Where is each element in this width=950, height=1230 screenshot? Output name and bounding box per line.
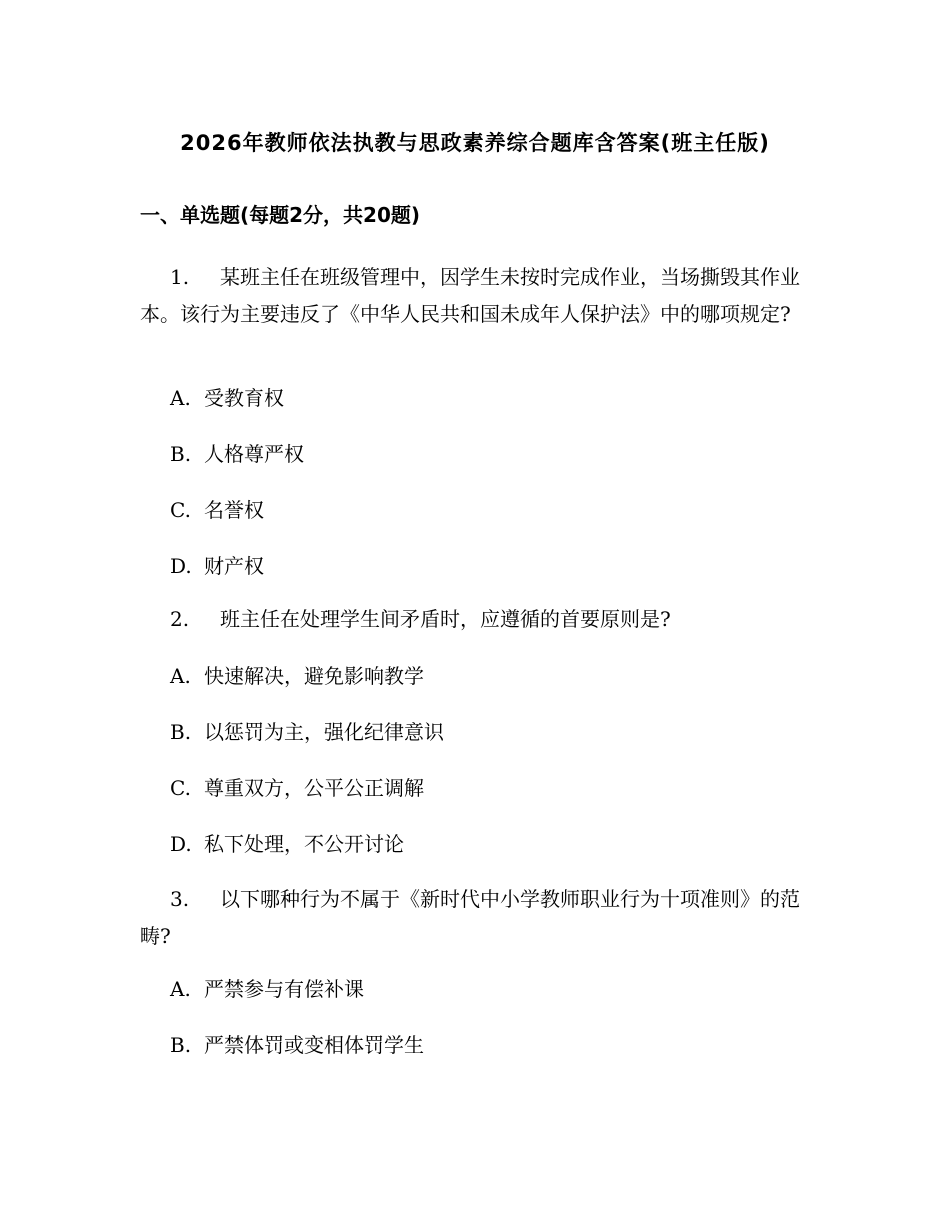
option-text: 快速解决，避免影响教学 <box>204 664 424 688</box>
option-text: 严禁参与有偿补课 <box>204 977 364 1001</box>
option-text: 以惩罚为主，强化纪律意识 <box>204 720 444 744</box>
option-letter: C. <box>170 776 191 800</box>
option-letter: B. <box>170 720 192 744</box>
question-text: 以下哪种行为不属于《新时代中小学教师职业行为十项准则》的范畴? <box>140 887 800 948</box>
option-letter: B. <box>170 1033 192 1057</box>
option-text: 名誉权 <box>204 498 264 522</box>
question-2-option-b <box>170 717 444 747</box>
question-3-option-a <box>170 974 364 1004</box>
option-text: 受教育权 <box>204 386 284 410</box>
question-2-option-a <box>170 661 424 691</box>
option-text: 严禁体罚或变相体罚学生 <box>204 1033 424 1057</box>
question-text: 某班主任在班级管理中，因学生未按时完成作业，当场撕毁其作业本。该行为主要违反了《中华人民共和国未成年人保护法》中的哪项规定? <box>140 265 800 326</box>
option-letter: B. <box>170 442 192 466</box>
option-letter: A. <box>170 386 191 410</box>
document-title: 2026年教师依法执教与思政素养综合题库含答案(班主任版) <box>180 131 770 155</box>
option-text: 尊重双方，公平公正调解 <box>204 776 424 800</box>
question-1-option-d <box>170 551 264 581</box>
section-heading: 一、单选题(每题2分，共20题) <box>140 203 421 227</box>
question-1 <box>140 259 820 333</box>
question-2 <box>140 601 820 638</box>
option-letter: D. <box>170 832 192 856</box>
question-text: 班主任在处理学生间矛盾时，应遵循的首要原则是? <box>220 607 671 631</box>
question-1-option-c <box>170 495 264 525</box>
question-3 <box>140 881 820 955</box>
question-number: 2. <box>170 607 190 631</box>
question-1-option-a <box>170 383 284 413</box>
question-3-option-b <box>170 1030 424 1060</box>
option-letter: C. <box>170 498 191 522</box>
question-1-option-b <box>170 439 304 469</box>
option-letter: A. <box>170 977 191 1001</box>
question-number: 3. <box>170 887 190 911</box>
question-number: 1. <box>170 265 190 289</box>
option-text: 人格尊严权 <box>204 442 304 466</box>
option-letter: A. <box>170 664 191 688</box>
question-2-option-d <box>170 829 404 859</box>
question-2-option-c <box>170 773 424 803</box>
option-letter: D. <box>170 554 192 578</box>
option-text: 私下处理，不公开讨论 <box>204 832 404 856</box>
option-text: 财产权 <box>204 554 264 578</box>
